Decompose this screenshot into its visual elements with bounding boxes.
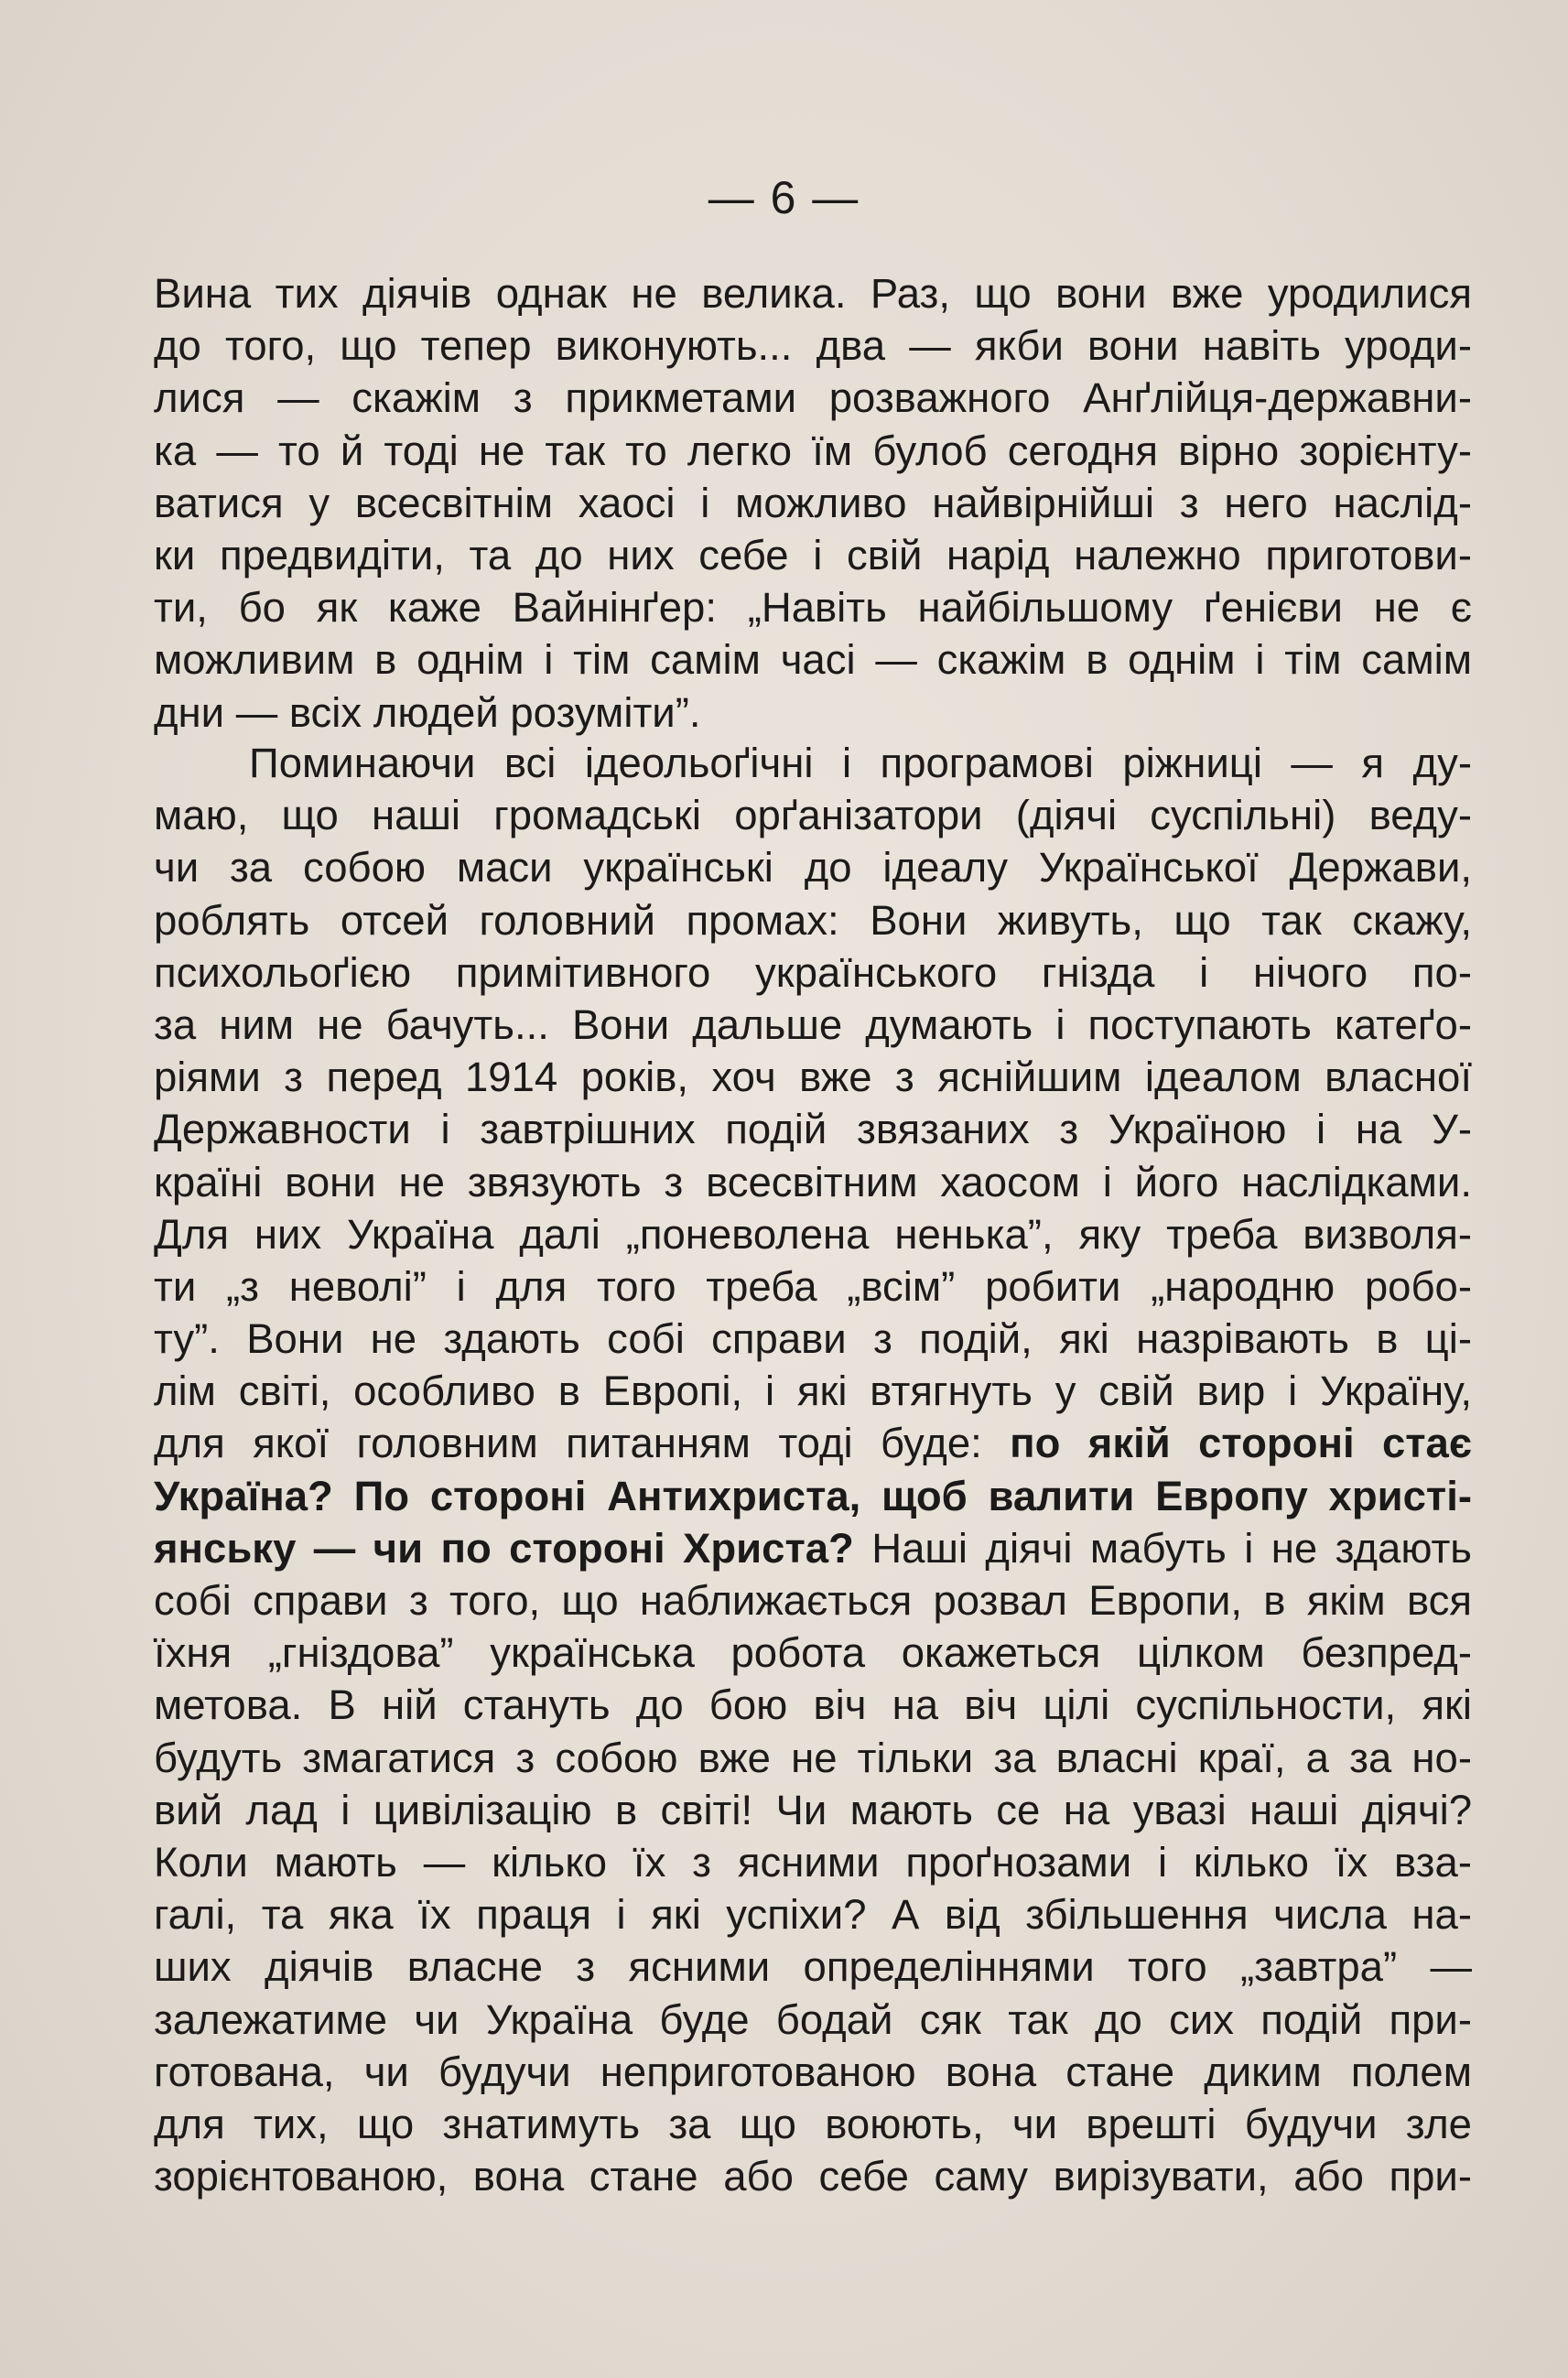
text-line: можливим в однім і тім самім часі — скажім в однім і тім самім — [154, 636, 1472, 684]
text-line: ту”. Вони не здають собі справи з подій, які назрівають в ці- — [154, 1315, 1472, 1363]
text-line: маю, що наші громадські орґанізатори (діячі суспільні) веду- — [154, 792, 1472, 839]
text-line: галі, та яка їх праця і які успіхи? А від збільшення числа на- — [154, 1891, 1472, 1939]
bold-text: янську — чи по стороні Христа? — [154, 1524, 854, 1572]
text-line: ватися у всесвітнім хаосі і можливо найвірнійші з него наслід- — [154, 479, 1472, 526]
plain-text: для якої головним питанням тоді буде: — [154, 1420, 1011, 1467]
text-line: собі справи з того, що наближається розвал Европи, в якім вся — [154, 1577, 1472, 1624]
text-line: чи за собою маси українські до ідеалу Української Держави, — [154, 844, 1472, 892]
text-line: готована, чи будучи неприготованою вона стане диким полем — [154, 2048, 1472, 2095]
text-line: Державности і завтрішних подій звязаних з Україною і на У- — [154, 1106, 1472, 1153]
paragraph-1 — [154, 267, 1472, 739]
text-line: зорієнтованою, вона стане або себе саму вирізувати, або при- — [154, 2153, 1472, 2200]
text-line: Вина тих діячів однак не велика. Раз, що вони вже уродилися — [154, 270, 1472, 317]
text-line: дни — всіх людей розуміти”. — [154, 688, 701, 736]
plain-text: Наші діячі мабуть і не здають — [853, 1524, 1472, 1572]
text-line: лися — скажім з прикметами розважного Анґлійця-державни- — [154, 374, 1472, 422]
text-line: за ним не бачуть... Вони дальше думають і поступають катеґо- — [154, 1000, 1472, 1048]
text-line-mixed — [154, 1522, 1472, 1574]
text-line: ти „з неволі” і для того треба „всім” робити „народню робо- — [154, 1262, 1472, 1310]
text-line: ки предвидіти, та до них себе і свій нарід належно приготови- — [154, 531, 1472, 578]
text-line: психольоґією примітивного українського гнізда і нічого по- — [154, 948, 1472, 996]
text-line: вий лад і цивілізацію в світі! Чи мають се на увазі наші діячі? — [154, 1786, 1472, 1833]
text-line: Для них Україна далі „поневолена ненька”, яку треба визволя- — [154, 1210, 1472, 1258]
bold-text: по якій стороні стає — [1010, 1420, 1472, 1467]
text-line: Поминаючи всі ідеольоґічні і програмові ріжниці — я ду- — [249, 740, 1472, 786]
text-line: ріями з перед 1914 років, хоч вже з яснійшим ідеалом власної — [154, 1054, 1472, 1101]
text-line: метова. В ній стануть до бою віч на віч цілі суспільности, які — [154, 1681, 1472, 1729]
text-line: ти, бо як каже Вайнінґер: „Навіть найбільшому ґенієви не є — [154, 584, 1472, 632]
text-line-bold — [154, 1470, 1472, 1522]
text-line-mixed — [154, 1417, 1472, 1469]
text-line: для тих, що знатимуть за що воюють, чи врешті будучи зле — [154, 2100, 1472, 2147]
bold-text: Україна? По стороні Антихриста, щоб валити Европу христі- — [154, 1472, 1472, 1519]
text-line: роблять отсей головний промах: Вони живуть, що так скажу, — [154, 896, 1472, 944]
text-line: країні вони не звязують з всесвітним хаосом і його наслідками. — [154, 1158, 1472, 1205]
text-line: до того, що тепер виконують... два — якби вони навіть уроди- — [154, 322, 1472, 370]
text-line: лім світі, особливо в Европі, і які втягнуть у свій вир і Україну, — [154, 1367, 1472, 1415]
text-line: Коли мають — кілько їх з ясними проґнозами і кілько їх вза- — [154, 1838, 1472, 1886]
text-line: їхня „гніздова” українська робота окажеться цілком безпред- — [154, 1629, 1472, 1677]
text-line: залежатиме чи Україна буде бодай сяк так до сих подій при- — [154, 1995, 1472, 2043]
text-line: ших діячів власне з ясними определіннями того „завтра” — — [154, 1943, 1472, 1991]
text-line: будуть змагатися з собою вже не тільки за власні краї, а за но- — [154, 1734, 1472, 1781]
paragraph-2 — [154, 737, 1472, 2202]
text-line: ка — то й тоді не так то легко їм булоб сегодня вірно зорієнту- — [154, 427, 1472, 474]
page-number: — 6 — — [708, 172, 860, 223]
